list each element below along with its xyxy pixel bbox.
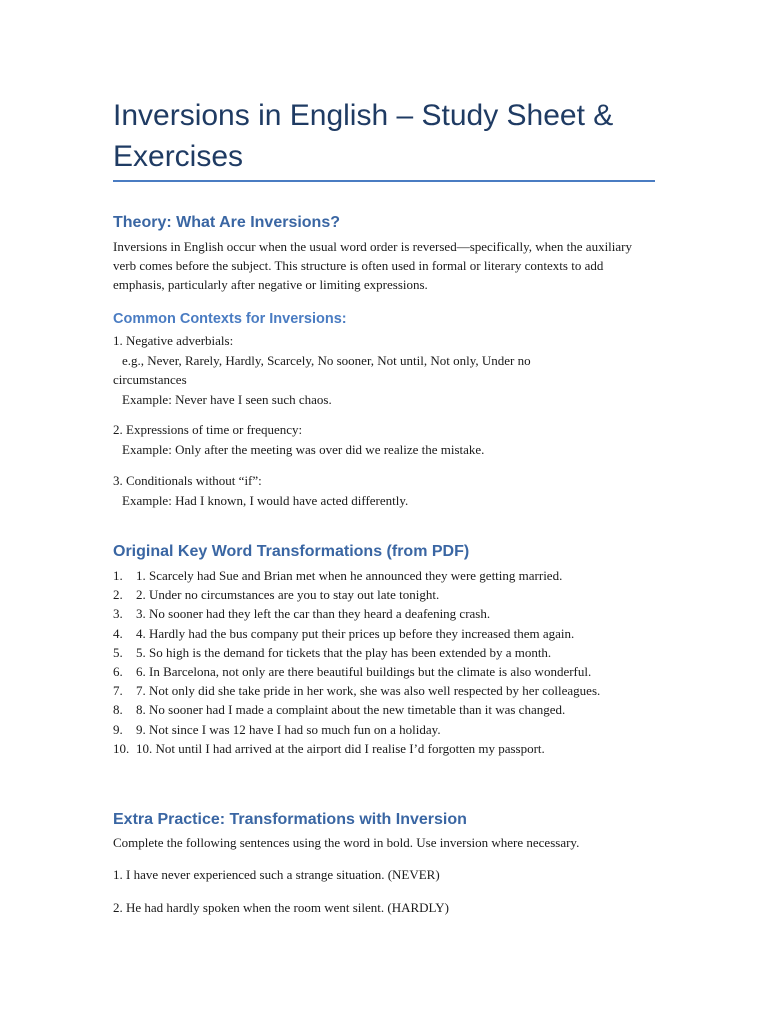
practice-heading: Extra Practice: Transformations with Inversion xyxy=(113,811,467,828)
theory-heading: Theory: What Are Inversions? xyxy=(113,214,340,231)
list-number: 6. xyxy=(113,664,123,680)
practice-intro: Complete the following sentences using the word in bold. Use inversion where necessary. xyxy=(113,835,580,850)
context-label: 1. Negative adverbials: xyxy=(113,333,234,348)
list-item xyxy=(113,681,658,700)
list-text: 5. So high is the demand for tickets that the play has been extended by a month. xyxy=(136,644,552,660)
list-number: 7. xyxy=(113,683,123,699)
list-text: 1. Scarcely had Sue and Brian met when he announced they were getting married. xyxy=(136,568,563,583)
list-text: 6. In Barcelona, not only are there beautiful buildings but the climate is also wonderful. xyxy=(136,664,592,680)
list-number: 9. xyxy=(113,721,123,737)
context-detail: e.g., Never, Rarely, Hardly, Scarcely, No sooner, Not until, Not only, Under no xyxy=(122,352,531,368)
list-item xyxy=(113,643,658,662)
list-item xyxy=(113,585,658,604)
list-item xyxy=(113,566,658,585)
list-item xyxy=(113,700,658,719)
list-number: 2. xyxy=(113,587,123,603)
practice-item-1: 1. I have never experienced such a strange situation. (NEVER) xyxy=(113,867,440,882)
context-label: 3. Conditionals without “if”: xyxy=(113,473,262,488)
list-text: 10. Not until I had arrived at the airport did I realise I’d forgotten my passport. xyxy=(136,740,545,756)
page-title: Inversions in English – Study Sheet & Exercises xyxy=(113,99,614,173)
transformations-list xyxy=(113,566,658,758)
list-number: 10. xyxy=(113,740,130,756)
list-number: 1. xyxy=(113,568,123,583)
list-number: 3. xyxy=(113,606,123,622)
list-number: 5. xyxy=(113,644,123,660)
list-item xyxy=(113,662,658,681)
list-text: 9. Not since I was 12 have I had so much fun on a holiday. xyxy=(136,721,441,737)
list-number: 4. xyxy=(113,625,123,641)
list-item xyxy=(113,720,658,739)
practice-item-2: 2. He had hardly spoken when the room went silent. (HARDLY) xyxy=(113,900,449,915)
context-item-2 xyxy=(113,420,653,459)
context-detail-continued: circumstances xyxy=(113,372,187,387)
list-text: 8. No sooner had I made a complaint about the new timetable than it was changed. xyxy=(136,702,566,718)
contexts-heading: Common Contexts for Inversions: xyxy=(113,311,347,327)
list-number: 8. xyxy=(113,702,123,718)
list-item xyxy=(113,624,658,643)
context-example: Example: Never have I seen such chaos. xyxy=(122,391,332,407)
transformations-heading: Original Key Word Transformations (from PDF) xyxy=(113,543,470,560)
list-text: 2. Under no circumstances are you to stay out late tonight. xyxy=(136,587,440,603)
list-text: 7. Not only did she take pride in her work, she was also well respected by her colleagues. xyxy=(136,683,601,699)
list-item xyxy=(113,739,658,758)
context-example: Example: Had I known, I would have acted differently. xyxy=(122,492,409,508)
context-label: 2. Expressions of time or frequency: xyxy=(113,422,303,437)
context-item-1 xyxy=(113,331,653,409)
theory-paragraph: Inversions in English occur when the usual word order is reversed—specifically, when the auxiliary verb comes before the subject. This structure is often used in formal or literary contexts to add emphasis, particularly after negative or limiting expressions. xyxy=(113,239,633,292)
list-text: 4. Hardly had the bus company put their prices up before they increased them again. xyxy=(136,625,575,641)
list-item xyxy=(113,604,658,623)
context-item-3 xyxy=(113,471,653,510)
title-underline xyxy=(113,180,655,182)
context-example: Example: Only after the meeting was over did we realize the mistake. xyxy=(122,441,485,457)
list-text: 3. No sooner had they left the car than they heard a deafening crash. xyxy=(136,606,491,622)
